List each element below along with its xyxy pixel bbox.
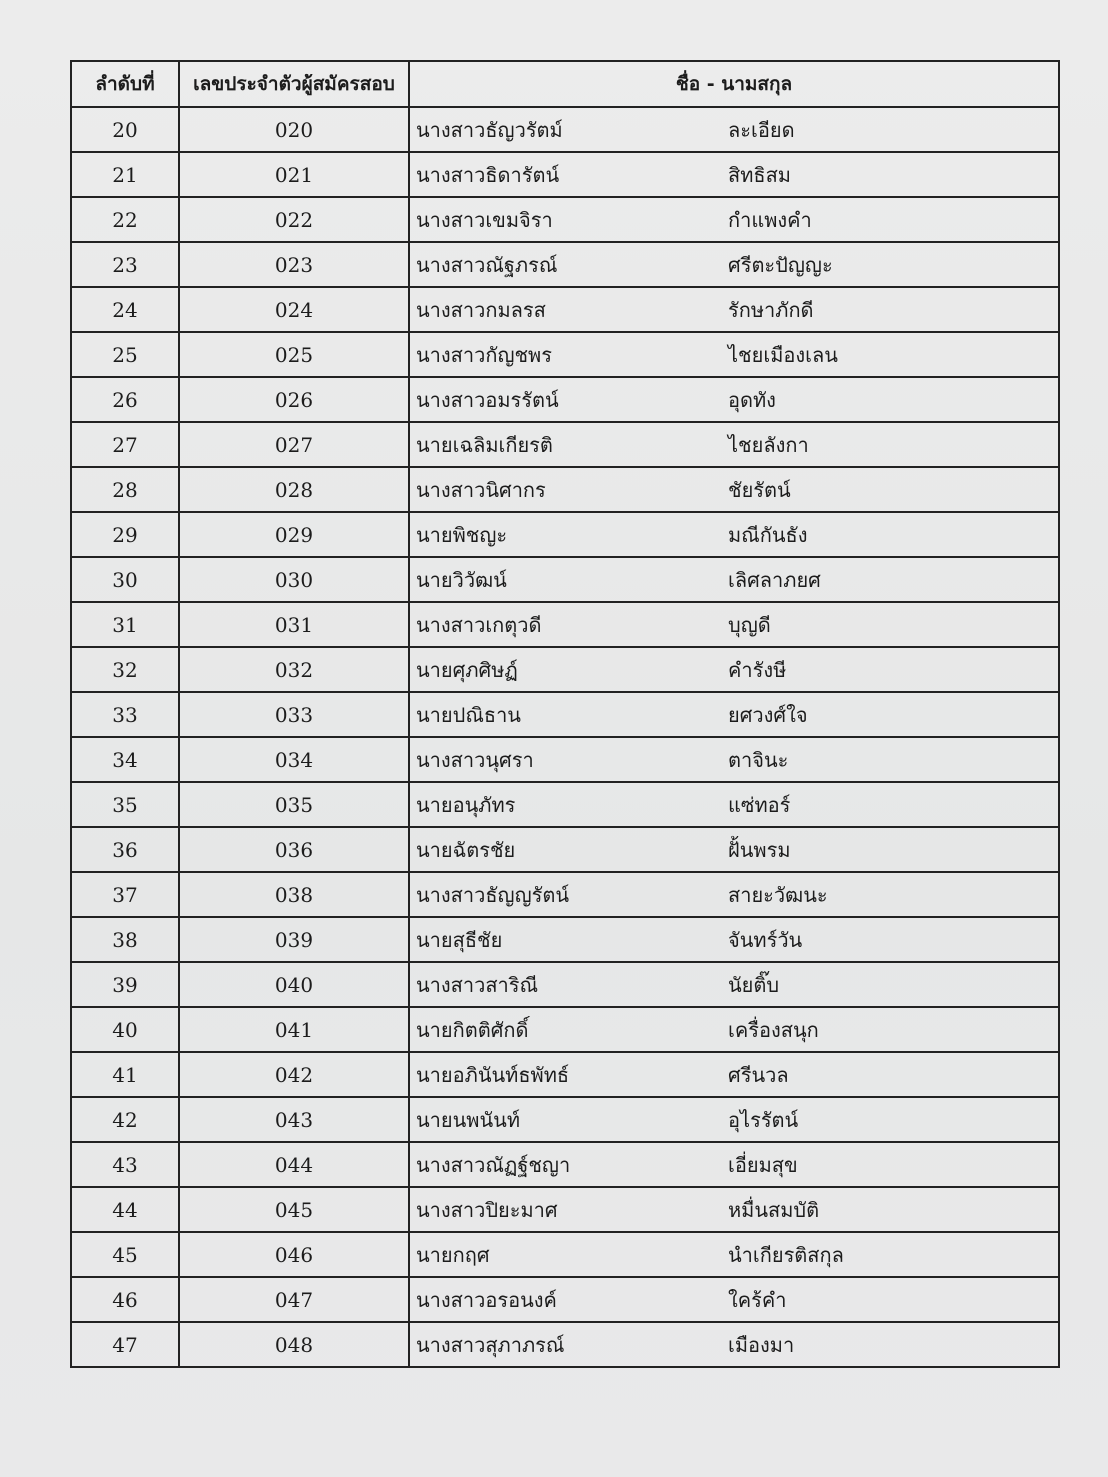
order-number-cell: 20 — [71, 107, 179, 152]
order-number-cell: 35 — [71, 782, 179, 827]
order-number-cell: 27 — [71, 422, 179, 467]
applicant-id-cell: 044 — [179, 1142, 409, 1187]
order-number-cell: 45 — [71, 1232, 179, 1277]
first-name: นายวิวัฒน์ — [416, 567, 507, 592]
full-name-cell — [409, 872, 1059, 917]
full-name-cell — [409, 242, 1059, 287]
applicant-id-cell: 032 — [179, 647, 409, 692]
table-row — [71, 692, 1059, 737]
table-row — [71, 1187, 1059, 1232]
first-name: นายนพนันท์ — [416, 1107, 521, 1132]
full-name-cell — [409, 917, 1059, 962]
table-row — [71, 827, 1059, 872]
last-name: เครื่องสนุก — [728, 1017, 819, 1042]
first-name: นายอภินันท์ธพัทธ์ — [416, 1062, 570, 1087]
order-number-cell: 38 — [71, 917, 179, 962]
full-name-cell — [409, 557, 1059, 602]
table-row — [71, 377, 1059, 422]
applicant-id-cell: 039 — [179, 917, 409, 962]
first-name: นางสาวเกตุวดี — [416, 612, 542, 637]
first-name: นางสาวธิดารัตน์ — [416, 162, 560, 187]
last-name: รักษาภักดี — [728, 297, 814, 322]
full-name-cell — [409, 422, 1059, 467]
order-number-cell: 42 — [71, 1097, 179, 1142]
last-name: ยศวงศ์ใจ — [728, 702, 808, 727]
first-name: นางสาวกัญชพร — [416, 342, 552, 367]
applicant-id-cell: 043 — [179, 1097, 409, 1142]
order-number-cell: 29 — [71, 512, 179, 557]
first-name: นางสาวกมลรส — [416, 297, 546, 322]
last-name: จันทร์วัน — [728, 927, 803, 952]
first-name: นางสาวสาริณี — [416, 972, 539, 997]
applicant-id-cell: 023 — [179, 242, 409, 287]
first-name: นายปณิธาน — [416, 702, 521, 727]
first-name: นางสาวนิศากร — [416, 477, 546, 502]
applicant-id-cell: 038 — [179, 872, 409, 917]
full-name-cell — [409, 512, 1059, 557]
order-number-cell: 43 — [71, 1142, 179, 1187]
table-row — [71, 1322, 1059, 1367]
last-name: คำรังษี — [728, 657, 787, 682]
first-name: นายศุภศิษฏ์ — [416, 657, 518, 682]
first-name: นายกิตติศักดิ์ — [416, 1017, 529, 1042]
header-applicant-id: เลขประจำตัวผู้สมัครสอบ — [179, 61, 409, 107]
first-name: นางสาวอมรรัตน์ — [416, 387, 559, 412]
applicant-id-cell: 035 — [179, 782, 409, 827]
table-row — [71, 1052, 1059, 1097]
header-full-name: ชื่อ - นามสกุล — [409, 61, 1059, 107]
last-name: สายะวัฒนะ — [728, 882, 828, 907]
applicant-id-cell: 047 — [179, 1277, 409, 1322]
last-name: แซ่ทอร์ — [728, 792, 791, 817]
last-name: กำแพงคำ — [728, 207, 812, 232]
first-name: นางสาวปิยะมาศ — [416, 1197, 558, 1222]
first-name: นายอนุภัทร — [416, 792, 516, 817]
order-number-cell: 31 — [71, 602, 179, 647]
order-number-cell: 24 — [71, 287, 179, 332]
first-name: นางสาวเขมจิรา — [416, 207, 553, 232]
full-name-cell — [409, 647, 1059, 692]
full-name-cell — [409, 1277, 1059, 1322]
applicant-id-cell: 036 — [179, 827, 409, 872]
applicant-id-cell: 041 — [179, 1007, 409, 1052]
full-name-cell — [409, 782, 1059, 827]
first-name: นางสาวณัฏฐ์ชญา — [416, 1152, 571, 1177]
applicant-id-cell: 030 — [179, 557, 409, 602]
table-row — [71, 647, 1059, 692]
full-name-cell — [409, 962, 1059, 1007]
last-name: มณีกันธัง — [728, 522, 808, 547]
last-name: ใคร้คำ — [728, 1287, 787, 1312]
full-name-cell — [409, 692, 1059, 737]
first-name: นางสาวธัญญรัตน์ — [416, 882, 570, 907]
applicant-id-cell: 040 — [179, 962, 409, 1007]
applicant-id-cell: 025 — [179, 332, 409, 377]
last-name: ละเอียด — [728, 117, 795, 142]
table-row — [71, 152, 1059, 197]
last-name: นัยติ๊บ — [728, 972, 780, 997]
last-name: สิทธิสม — [728, 162, 791, 187]
order-number-cell: 21 — [71, 152, 179, 197]
order-number-cell: 25 — [71, 332, 179, 377]
order-number-cell: 46 — [71, 1277, 179, 1322]
table-row — [71, 1232, 1059, 1277]
table-row — [71, 107, 1059, 152]
full-name-cell — [409, 1097, 1059, 1142]
first-name: นายกฤศ — [416, 1242, 490, 1267]
table-row — [71, 872, 1059, 917]
table-row — [71, 782, 1059, 827]
first-name: นายฉัตรชัย — [416, 837, 516, 862]
applicant-id-cell: 045 — [179, 1187, 409, 1232]
order-number-cell: 39 — [71, 962, 179, 1007]
first-name: นางสาวสุภาภรณ์ — [416, 1332, 565, 1357]
applicant-id-cell: 020 — [179, 107, 409, 152]
order-number-cell: 47 — [71, 1322, 179, 1367]
order-number-cell: 28 — [71, 467, 179, 512]
full-name-cell — [409, 1007, 1059, 1052]
first-name: นายเฉลิมเกียรติ — [416, 432, 553, 457]
table-row — [71, 737, 1059, 782]
order-number-cell: 34 — [71, 737, 179, 782]
applicant-id-cell: 022 — [179, 197, 409, 242]
applicant-id-cell: 029 — [179, 512, 409, 557]
full-name-cell — [409, 287, 1059, 332]
applicant-table — [70, 60, 1060, 1368]
first-name: นางสาวอรอนงค์ — [416, 1287, 557, 1312]
last-name: เลิศลาภยศ — [728, 567, 821, 592]
applicant-id-cell: 021 — [179, 152, 409, 197]
full-name-cell — [409, 827, 1059, 872]
table-row — [71, 962, 1059, 1007]
full-name-cell — [409, 377, 1059, 422]
table-row — [71, 332, 1059, 377]
last-name: เอี่ยมสุข — [728, 1152, 798, 1177]
table-row — [71, 557, 1059, 602]
first-name: นางสาวนุศรา — [416, 747, 534, 772]
last-name: อุดทัง — [728, 387, 776, 412]
order-number-cell: 33 — [71, 692, 179, 737]
table-row — [71, 512, 1059, 557]
applicant-id-cell: 026 — [179, 377, 409, 422]
last-name: ศรีนวล — [728, 1062, 789, 1087]
last-name: ไชยลังกา — [728, 432, 809, 457]
first-name: นางสาวณัฐภรณ์ — [416, 252, 558, 277]
applicant-id-cell: 042 — [179, 1052, 409, 1097]
order-number-cell: 32 — [71, 647, 179, 692]
first-name: นางสาวธัญวรัตม์ — [416, 117, 563, 142]
full-name-cell — [409, 197, 1059, 242]
order-number-cell: 40 — [71, 1007, 179, 1052]
table-row — [71, 467, 1059, 512]
applicant-id-cell: 034 — [179, 737, 409, 782]
last-name: เมืองมา — [728, 1332, 795, 1357]
table-row — [71, 422, 1059, 467]
table-row — [71, 242, 1059, 287]
full-name-cell — [409, 1187, 1059, 1232]
applicant-id-cell: 028 — [179, 467, 409, 512]
full-name-cell — [409, 467, 1059, 512]
applicant-id-cell: 048 — [179, 1322, 409, 1367]
last-name: หมื่นสมบัติ — [728, 1197, 820, 1222]
last-name: ศรีตะปัญญะ — [728, 252, 833, 277]
table-row — [71, 917, 1059, 962]
table-header-row — [71, 61, 1059, 107]
last-name: นำเกียรติสกุล — [728, 1242, 844, 1267]
last-name: ชัยรัตน์ — [728, 477, 791, 502]
last-name: ไชยเมืองเลน — [728, 342, 838, 367]
table-row — [71, 1097, 1059, 1142]
last-name: ฝั้นพรม — [728, 837, 791, 862]
order-number-cell: 30 — [71, 557, 179, 602]
full-name-cell — [409, 1052, 1059, 1097]
full-name-cell — [409, 107, 1059, 152]
table-row — [71, 1007, 1059, 1052]
applicant-id-cell: 031 — [179, 602, 409, 647]
last-name: บุญดี — [728, 612, 771, 637]
header-order-number: ลำดับที่ — [71, 61, 179, 107]
first-name: นายพิชญะ — [416, 522, 508, 547]
first-name: นายสุธีชัย — [416, 927, 503, 952]
applicant-id-cell: 027 — [179, 422, 409, 467]
order-number-cell: 37 — [71, 872, 179, 917]
order-number-cell: 44 — [71, 1187, 179, 1232]
table-row — [71, 1277, 1059, 1322]
last-name: อุไรรัตน์ — [728, 1107, 799, 1132]
table-row — [71, 197, 1059, 242]
full-name-cell — [409, 152, 1059, 197]
order-number-cell: 36 — [71, 827, 179, 872]
full-name-cell — [409, 1232, 1059, 1277]
order-number-cell: 23 — [71, 242, 179, 287]
full-name-cell — [409, 1142, 1059, 1187]
applicant-id-cell: 024 — [179, 287, 409, 332]
order-number-cell: 26 — [71, 377, 179, 422]
table-row — [71, 602, 1059, 647]
order-number-cell: 41 — [71, 1052, 179, 1097]
table-body — [71, 107, 1059, 1367]
order-number-cell: 22 — [71, 197, 179, 242]
applicant-id-cell: 033 — [179, 692, 409, 737]
last-name: ตาจินะ — [728, 747, 789, 772]
full-name-cell — [409, 332, 1059, 377]
applicant-id-cell: 046 — [179, 1232, 409, 1277]
table-row — [71, 1142, 1059, 1187]
table-row — [71, 287, 1059, 332]
full-name-cell — [409, 1322, 1059, 1367]
full-name-cell — [409, 737, 1059, 782]
full-name-cell — [409, 602, 1059, 647]
